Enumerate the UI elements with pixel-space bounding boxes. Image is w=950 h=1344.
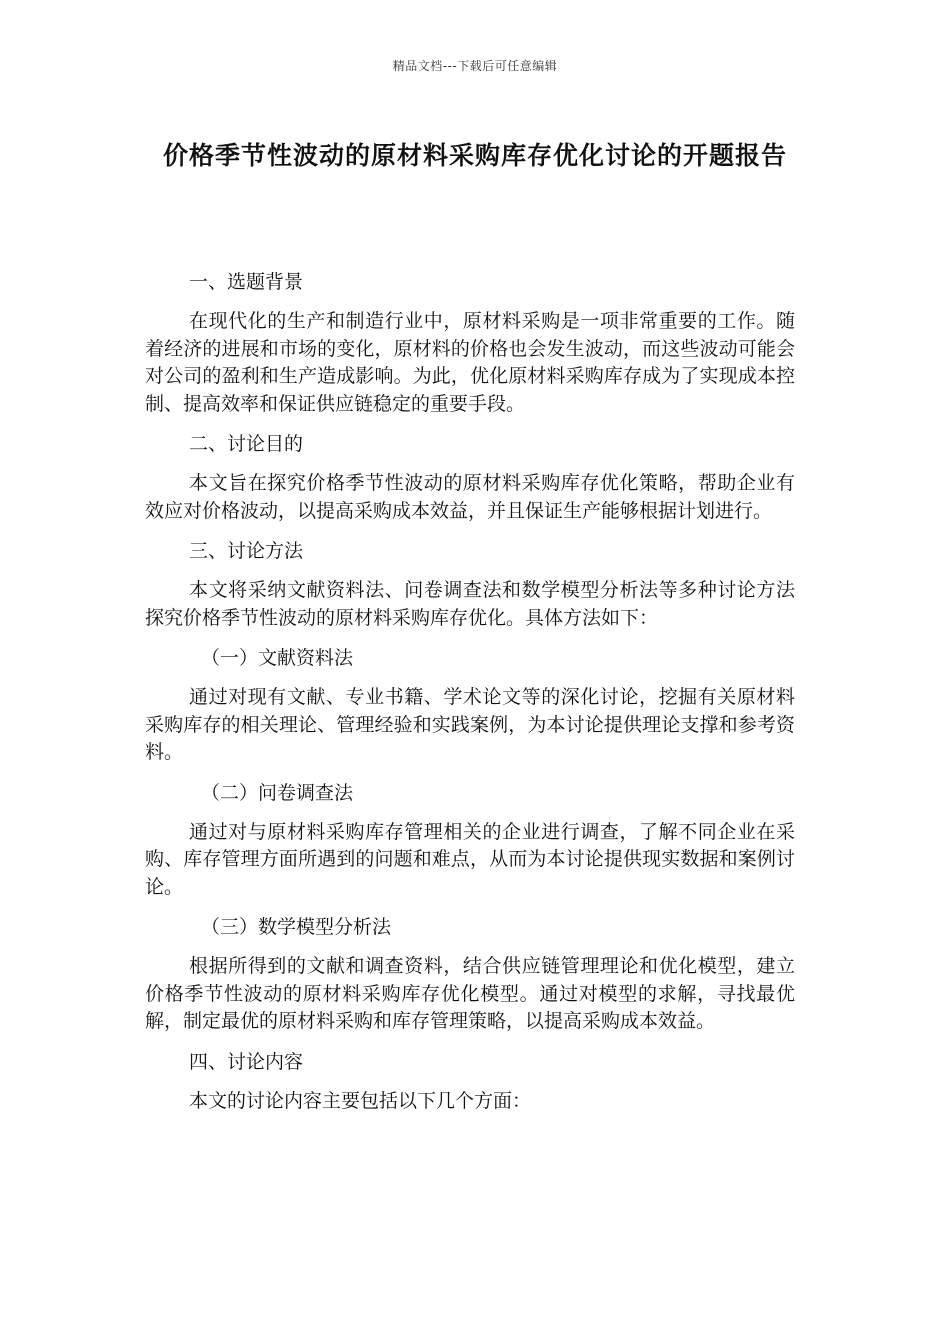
paragraph-survey-method: 通过对与原材料采购库存管理相关的企业进行调查，了解不同企业在采购、库存管理方面所遇到的问题和难点，从而为本讨论提供现实数据和案例讨论。 <box>145 820 795 898</box>
section-heading-methods: 三、讨论方法 <box>189 540 304 562</box>
document-body <box>145 268 795 1127</box>
header-note: 精品文档---下载后可任意编辑 <box>392 59 558 73</box>
paragraph-content-intro: 本文的讨论内容主要包括以下几个方面： <box>189 1089 532 1112</box>
subheading-model-method: （三）数学模型分析法 <box>201 916 392 938</box>
paragraph-background: 在现代化的生产和制造行业中，原材料采购是一项非常重要的工作。随着经济的进展和市场的变化，原材料的价格也会发生波动，而这些波动可能会对公司的盈利和生产造成影响。为此，优化原材料采购库存成为了实现成本控制、提高效率和保证供应链稳定的重要手段。 <box>145 310 795 415</box>
paragraph-model-method: 根据所得到的文献和调查资料，结合供应链管理理论和优化模型，建立价格季节性波动的原材料采购库存优化模型。通过对模型的求解，寻找最优解，制定最优的原材料采购和库存管理策略，以提高采购成本效益。 <box>145 955 795 1032</box>
paragraph-methods-intro: 本文将采纳文献资料法、问卷调查法和数学模型分析法等多种讨论方法探究价格季节性波动的原材料采购库存优化。具体方法如下： <box>145 579 795 629</box>
paragraph-literature-method: 通过对现有文献、专业书籍、学术论文等的深化讨论，挖掘有关原材料采购库存的相关理论、管理经验和实践案例，为本讨论提供理论支撑和参考资料。 <box>145 686 795 763</box>
section-heading-content: 四、讨论内容 <box>189 1050 304 1073</box>
section-heading-background: 一、选题背景 <box>189 271 304 293</box>
subheading-literature-method: （一）文献资料法 <box>201 647 354 669</box>
subheading-survey-method: （二）问卷调查法 <box>201 781 354 804</box>
document-title: 价格季节性波动的原材料采购库存优化讨论的开题报告 <box>162 141 787 170</box>
paragraph-purpose: 本文旨在探究价格季节性波动的原材料采购库存优化策略，帮助企业有效应对价格波动，以提高采购成本效益，并且保证生产能够根据计划进行。 <box>145 472 795 522</box>
section-heading-purpose: 二、讨论目的 <box>189 433 304 455</box>
